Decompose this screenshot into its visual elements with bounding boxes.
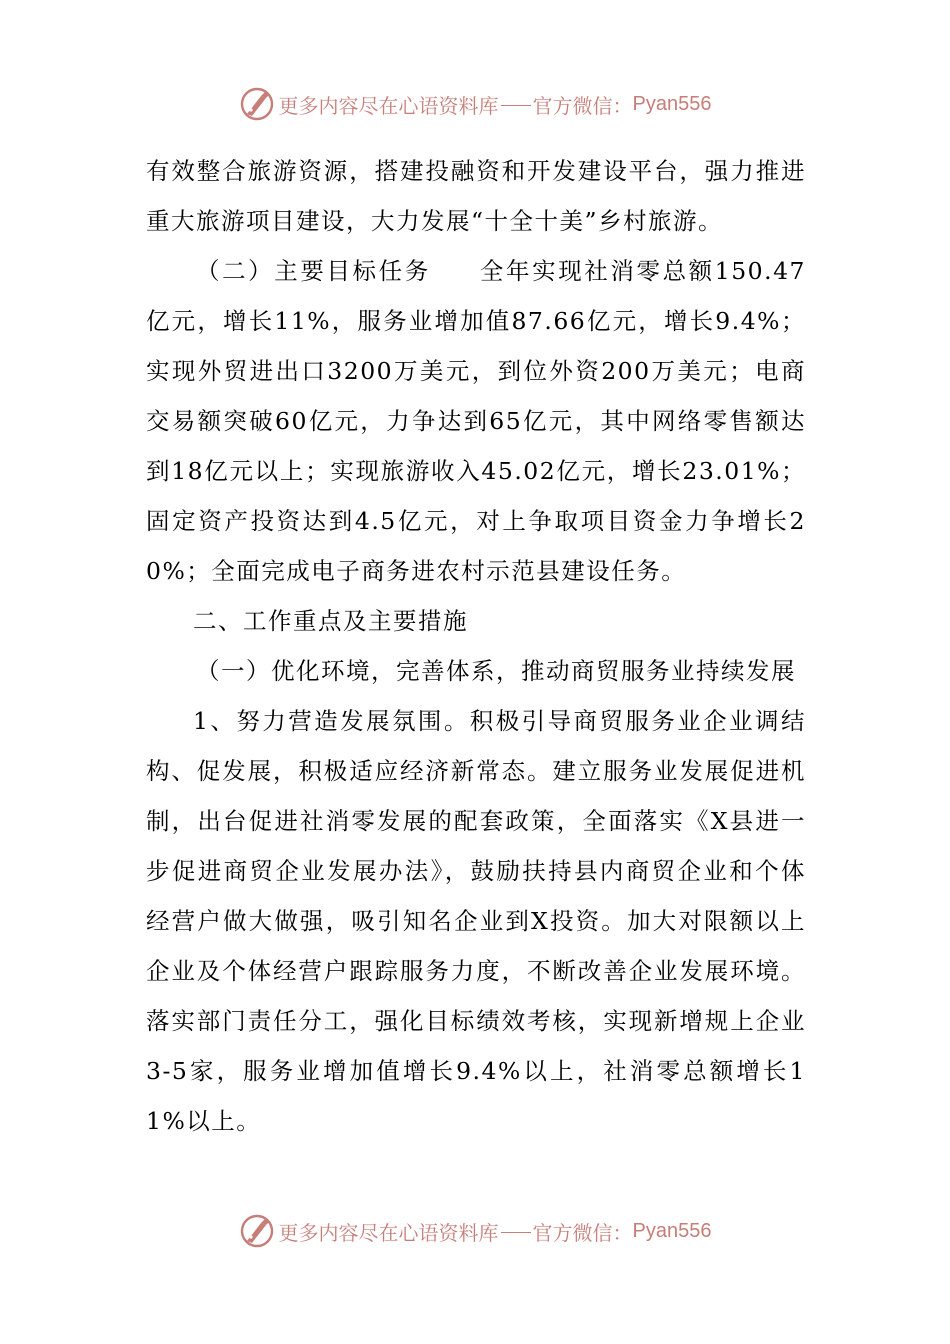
pen-nib-logo-icon [239, 86, 275, 122]
section-heading-targets: （二）主要目标任务 [196, 257, 431, 285]
targets-body: 全年实现社消零总额150.47亿元，增长11%，服务业增加值87.66亿元，增长9.4%；实现外贸进出口3200万美元，到位外资200万美元；电商交易额突破60亿元，力争达到65亿元，其中网络零售额达到18亿元以上；实现旅游收入45.02亿元，增长23.01%；固定资产投资达到4.5亿元，对上争取项目资金力争增长20%；全面完成电子商务进农村示范县建设任务。 [146, 257, 806, 585]
paragraph-tourism: 有效整合旅游资源，搭建投融资和开发建设平台，强力推进重大旅游项目建设，大力发展“十全十美”乡村旅游。 [146, 157, 806, 235]
watermark-main-text: 更多内容尽在心语资料库 [278, 93, 499, 118]
section-heading-measures: 二、工作重点及主要措施 [193, 607, 468, 635]
watermark-dash [501, 105, 531, 106]
subsection-heading-environment: （一）优化环境，完善体系，推动商贸服务业持续发展 [196, 657, 796, 685]
watermark-footer [0, 1211, 950, 1251]
document-body [146, 146, 806, 1146]
watermark-header [0, 84, 950, 124]
watermark-wechat-label: 官方微信： [532, 1220, 633, 1245]
watermark-dash [501, 1232, 531, 1233]
watermark-main-text: 更多内容尽在心语资料库 [278, 1220, 499, 1245]
watermark-wechat-label: 官方微信： [532, 93, 633, 118]
paragraph-atmosphere: 1、努力营造发展氛围。积极引导商贸服务业企业调结构、促发展，积极适应经济新常态。建立服务业发展促进机制，出台促进社消零发展的配套政策，全面落实《X县进一步促进商贸企业发展办法》，鼓励扶持县内商贸企业和个体经营户做大做强，吸引知名企业到X投资。加大对限额以上企业及个体经营户跟踪服务力度，不断改善企业发展环境。落实部门责任分工，强化目标绩效考核，实现新增规上企业3-5家，服务业增加值增长9.4%以上，社消零总额增长11%以上。 [146, 707, 806, 1135]
paragraph-targets [146, 246, 806, 596]
pen-nib-logo-icon [239, 1213, 275, 1249]
watermark-wechat-id: Pyan556 [632, 92, 712, 115]
watermark-wechat-id: Pyan556 [632, 1219, 712, 1242]
